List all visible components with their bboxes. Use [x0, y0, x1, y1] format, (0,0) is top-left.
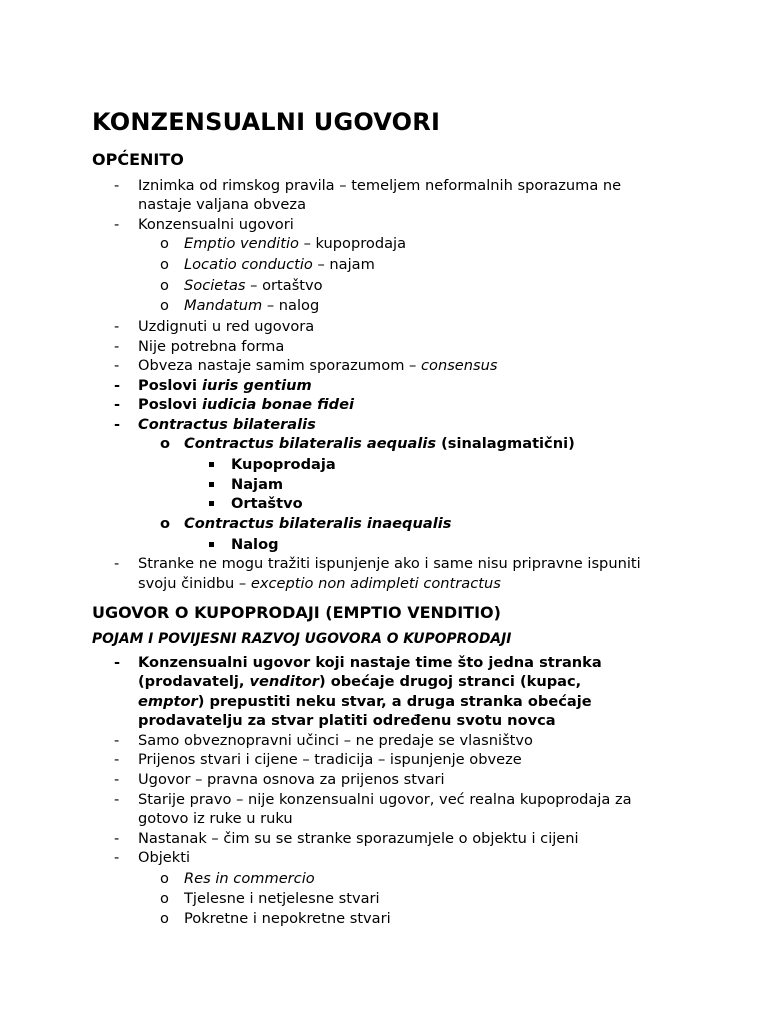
- list-item-continuation: svoju činidbu – exceptio non adimpleti contractus: [138, 575, 501, 592]
- sub-list-item: Locatio conductio – najam: [184, 256, 375, 273]
- list-dash: -: [114, 791, 120, 808]
- list-item-continuation: gotovo iz ruke u ruku: [138, 810, 293, 827]
- list-circle: o: [160, 890, 169, 907]
- list-dash: -: [114, 396, 121, 413]
- square-bullet-icon: [209, 462, 214, 467]
- list-circle: o: [160, 870, 169, 887]
- list-dash: -: [114, 338, 120, 355]
- list-dash: -: [114, 849, 120, 866]
- list-dash: -: [114, 216, 120, 233]
- square-bullet-icon: [209, 542, 214, 547]
- sub-list-item: Res in commercio: [184, 870, 315, 887]
- list-circle: o: [160, 910, 169, 927]
- list-circle: o: [160, 515, 171, 532]
- list-circle: o: [160, 256, 169, 273]
- page-title: KONZENSUALNI UGOVORI: [92, 108, 441, 136]
- list-circle: o: [160, 277, 169, 294]
- sub-list-item: Contractus bilateralis aequalis (sinalagmatični): [184, 435, 575, 452]
- list-dash: -: [114, 318, 120, 335]
- list-item: Stranke ne mogu tražiti ispunjenje ako i same nisu pripravne ispuniti: [138, 555, 641, 572]
- list-item: Samo obveznopravni učinci – ne predaje se vlasništvo: [138, 732, 533, 749]
- sub-sub-list-item: Ortaštvo: [231, 495, 303, 512]
- sub-list-item: Pokretne i nepokretne stvari: [184, 910, 391, 927]
- list-item-continuation: (prodavatelj, venditor) obećaje drugoj stranci (kupac,: [138, 673, 582, 690]
- list-item: Ugovor – pravna osnova za prijenos stvari: [138, 771, 445, 788]
- list-circle: o: [160, 297, 169, 314]
- list-dash: -: [114, 654, 121, 671]
- list-dash: -: [114, 377, 121, 394]
- section-heading-kupoprodaja: UGOVOR O KUPOPRODAJI (EMPTIO VENDITIO): [92, 603, 501, 622]
- sub-sub-list-item: Kupoprodaja: [231, 456, 336, 473]
- list-item-continuation: emptor) prepustiti neku stvar, a druga stranka obećaje: [138, 693, 592, 710]
- sub-sub-list-item: Najam: [231, 476, 284, 493]
- subsection-heading: POJAM I POVIJESNI RAZVOJ UGOVORA O KUPOPRODAJI: [92, 631, 512, 647]
- sub-list-item: Contractus bilateralis inaequalis: [184, 515, 452, 532]
- list-dash: -: [114, 555, 120, 572]
- list-item: Contractus bilateralis: [138, 416, 316, 433]
- list-item: Nije potrebna forma: [138, 338, 285, 355]
- list-item: Uzdignuti u red ugovora: [138, 318, 315, 335]
- square-bullet-icon: [209, 482, 214, 487]
- list-item: Objekti: [138, 849, 191, 866]
- sub-list-item: Emptio venditio – kupoprodaja: [184, 235, 407, 252]
- list-item-continuation: nastaje valjana obveza: [138, 196, 307, 213]
- list-item-continuation: prodavatelju za stvar platiti određenu svotu novca: [138, 712, 556, 729]
- sub-list-item: Societas – ortaštvo: [184, 277, 323, 294]
- list-circle: o: [160, 235, 169, 252]
- list-dash: -: [114, 830, 120, 847]
- list-item: Poslovi iuris gentium: [138, 377, 312, 394]
- list-dash: -: [114, 357, 120, 374]
- list-dash: -: [114, 177, 120, 194]
- list-dash: -: [114, 416, 121, 433]
- list-item: Prijenos stvari i cijene – tradicija – ispunjenje obveze: [138, 751, 522, 768]
- list-dash: -: [114, 732, 120, 749]
- section-heading-opcenito: OPĆENITO: [92, 150, 184, 169]
- list-item: Konzensualni ugovori: [138, 216, 294, 233]
- list-item: Iznimka od rimskog pravila – temeljem neformalnih sporazuma ne: [138, 177, 622, 194]
- list-dash: -: [114, 751, 120, 768]
- list-item: Starije pravo – nije konzensualni ugovor, već realna kupoprodaja za: [138, 791, 632, 808]
- list-dash: -: [114, 771, 120, 788]
- sub-list-item: Tjelesne i netjelesne stvari: [184, 890, 380, 907]
- list-item: Konzensualni ugovor koji nastaje time što jedna stranka: [138, 654, 602, 671]
- square-bullet-icon: [209, 501, 214, 506]
- list-circle: o: [160, 435, 171, 452]
- list-item: Poslovi iudicia bonae fidei: [138, 396, 354, 413]
- sub-sub-list-item: Nalog: [231, 536, 279, 553]
- sub-list-item: Mandatum – nalog: [184, 297, 320, 314]
- list-item: Obveza nastaje samim sporazumom – consensus: [138, 357, 498, 374]
- list-item: Nastanak – čim su se stranke sporazumjele o objektu i cijeni: [138, 830, 579, 847]
